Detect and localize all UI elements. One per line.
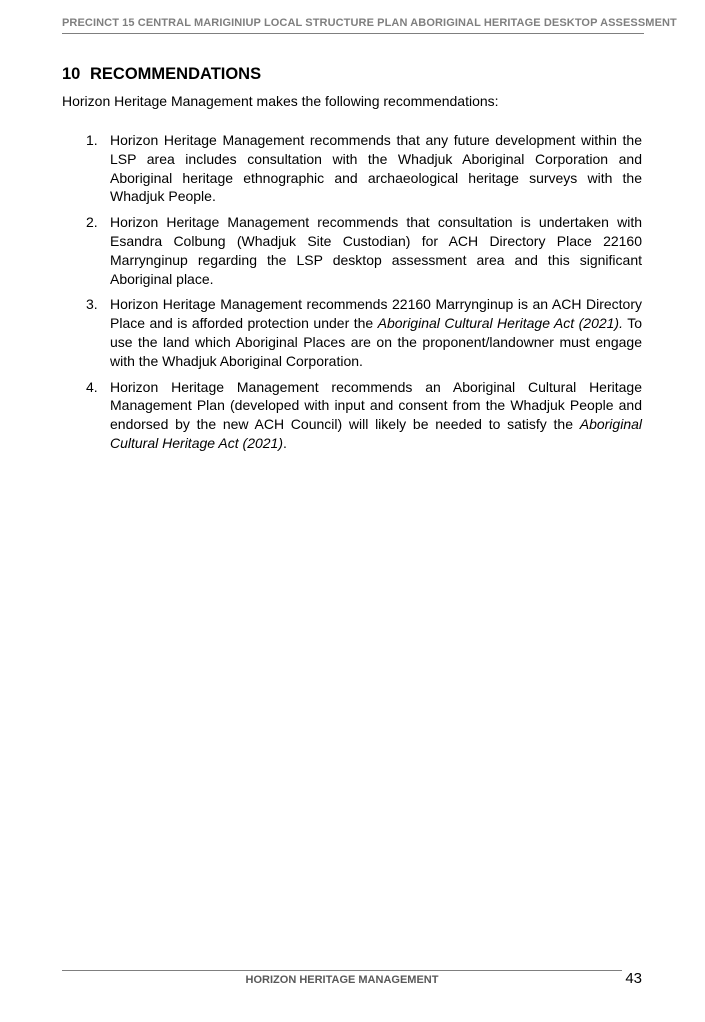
list-item — [86, 213, 642, 288]
list-item-number: 3. — [86, 296, 98, 313]
running-header: PRECINCT 15 CENTRAL MARIGINIUP LOCAL STRUCTURE PLAN ABORIGINAL HERITAGE DESKTOP ASSESSMENT — [62, 17, 677, 29]
list-item — [86, 378, 642, 453]
list-item-number: 2. — [86, 214, 98, 231]
list-item-text: Horizon Heritage Management recommends 22160 Marrynginup is an ACH Directory Place and is afforded protection under the — [110, 296, 642, 332]
list-item-text: . — [283, 434, 287, 451]
list-item-text: Horizon Heritage Management recommends that consultation is undertaken with Esandra Colbung (Whadjuk Site Custodian) for ACH Directory Place 22160 Marrynginup regarding the LSP desktop assessment area and this significant Aboriginal place. — [110, 214, 642, 287]
footer-rule — [62, 970, 622, 971]
recommendations-list — [86, 131, 642, 460]
act-citation: Aboriginal Cultural Heritage Act (2021). — [377, 315, 623, 332]
list-item — [86, 295, 642, 370]
act-citation: Aboriginal Cultural Heritage Act (2021) — [110, 416, 642, 451]
page-number: 43 — [625, 970, 642, 987]
header-rule — [62, 33, 644, 34]
list-item-number: 4. — [86, 378, 98, 395]
footer-title: HORIZON HERITAGE MANAGEMENT — [245, 974, 439, 986]
section-title: RECOMMENDATIONS — [90, 65, 262, 83]
list-item-text: Horizon Heritage Management recommends an Aboriginal Cultural Heritage Management Plan (developed with input and consent from the Whadjuk People and endorsed by the new ACH Council) will likely be needed to satisfy the — [110, 378, 642, 433]
list-item-text: Horizon Heritage Management recommends that any future development within the LSP area includes consultation with the Whadjuk Aboriginal Corporation and Aboriginal heritage ethnographic and archaeological heritage surveys with the Whadjuk People. — [110, 132, 642, 205]
intro-paragraph: Horizon Heritage Management makes the following recommendations: — [62, 93, 499, 109]
list-item-number: 1. — [86, 132, 98, 148]
list-item — [86, 131, 642, 206]
section-number: 10 — [62, 65, 81, 83]
section-heading — [62, 65, 261, 84]
list-item-text: To use the land which Aboriginal Places are on the proponent/landowner must engage with the Whadjuk Aboriginal Corporation. — [110, 315, 642, 369]
